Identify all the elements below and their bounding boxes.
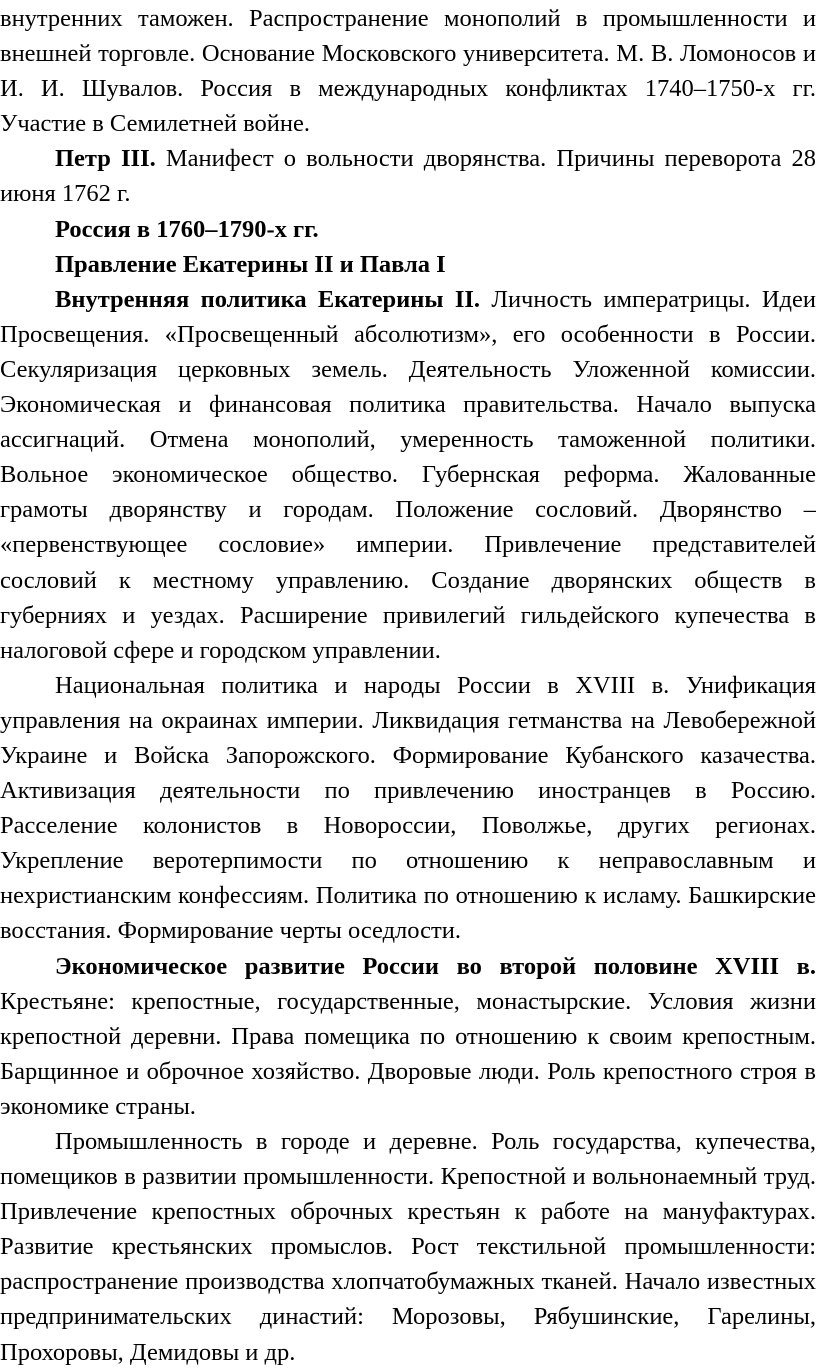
paragraph-peter-iii [0, 141, 816, 211]
section-heading-text: Россия в 1760–1790-х гг. [55, 215, 319, 243]
paragraph-text: Национальная политика и народы России в XVIII в. Унификация управления на окраинах империи. Ликвидация гетманства на Левобережной Украине и Войска Запорожского. Формирование Кубанского казачества. Активизация деятельности по привлечению иностранцев в Россию. Расселение колонистов в Новороссии, Поволжье, других регионах. Укрепление веротерпимости по отношению к неправославным и нехристианским конфессиям. Политика по отношению к исламу. Башкирские восстания. Формирование черты оседлости. [0, 671, 816, 945]
section-heading-russia-1760-1790 [0, 212, 816, 247]
paragraph-economic-development [0, 949, 816, 1124]
section-heading-text: Правление Екатерины II и Павла I [55, 250, 446, 278]
paragraph-text: Личность императрицы. Идеи Просвещения. «Просвещенный абсолютизм», его особенности в России. Секуляризация церковных земель. Деятельность Уложенной комиссии. Экономическая и финансовая политика правительства. Начало выпуска ассигнаций. Отмена монополий, умеренность таможенной политики. Вольное экономическое общество. Губернская реформа. Жалованные грамоты дворянству и городам. Положение сословий. Дворянство – «первенствующее сословие» империи. Привлечение представителей сословий к местному управлению. Создание дворянских обществ в губерниях и уездах. Расширение привилегий гильдейского купечества в налоговой сфере и городском управлении. [0, 285, 816, 664]
paragraph-heading: Экономическое развитие России во второй половине XVIII в. [55, 952, 816, 980]
paragraph-text: Промышленность в городе и деревне. Роль государства, купечества, помещиков в развитии промышленности. Крепостной и вольнонаемный труд. Привлечение крепостных оброчных крестьян к работе на мануфактурах. Развитие крестьянских промыслов. Рост текстильной промышленности: распространение производства хлопчатобумажных тканей. Начало известных предпринимательских династий: Морозовы, Рябушинские, Гарелины, Прохоровы, Демидовы и др. [0, 1128, 816, 1366]
paragraph-industry [0, 1124, 816, 1370]
paragraph-continuation [0, 1, 816, 141]
paragraph-heading: Внутренняя политика Екатерины II. [55, 285, 481, 313]
paragraph-national-policy [0, 668, 816, 949]
paragraph-domestic-policy [0, 282, 816, 668]
paragraph-text: Крестьяне: крепостные, государственные, монастырские. Условия жизни крепостной деревни. Права помещика по отношению к своим крепостным. Барщинное и оброчное хозяйство. Дворовые люди. Роль крепостного строя в экономике страны. [0, 987, 816, 1120]
section-heading-catherine-paul [0, 247, 816, 282]
paragraph-text: Манифест о вольности дворянства. Причины переворота 28 июня 1762 г. [0, 145, 816, 208]
paragraph-heading: Петр III. [55, 145, 156, 173]
paragraph-text: внутренних таможен. Распространение монополий в промышленности и внешней торговле. Основание Московского университета. М. В. Ломоносов и И. И. Шувалов. Россия в международных конфликтах 1740–1750-х гг. Участие в Семилетней войне. [0, 5, 816, 138]
